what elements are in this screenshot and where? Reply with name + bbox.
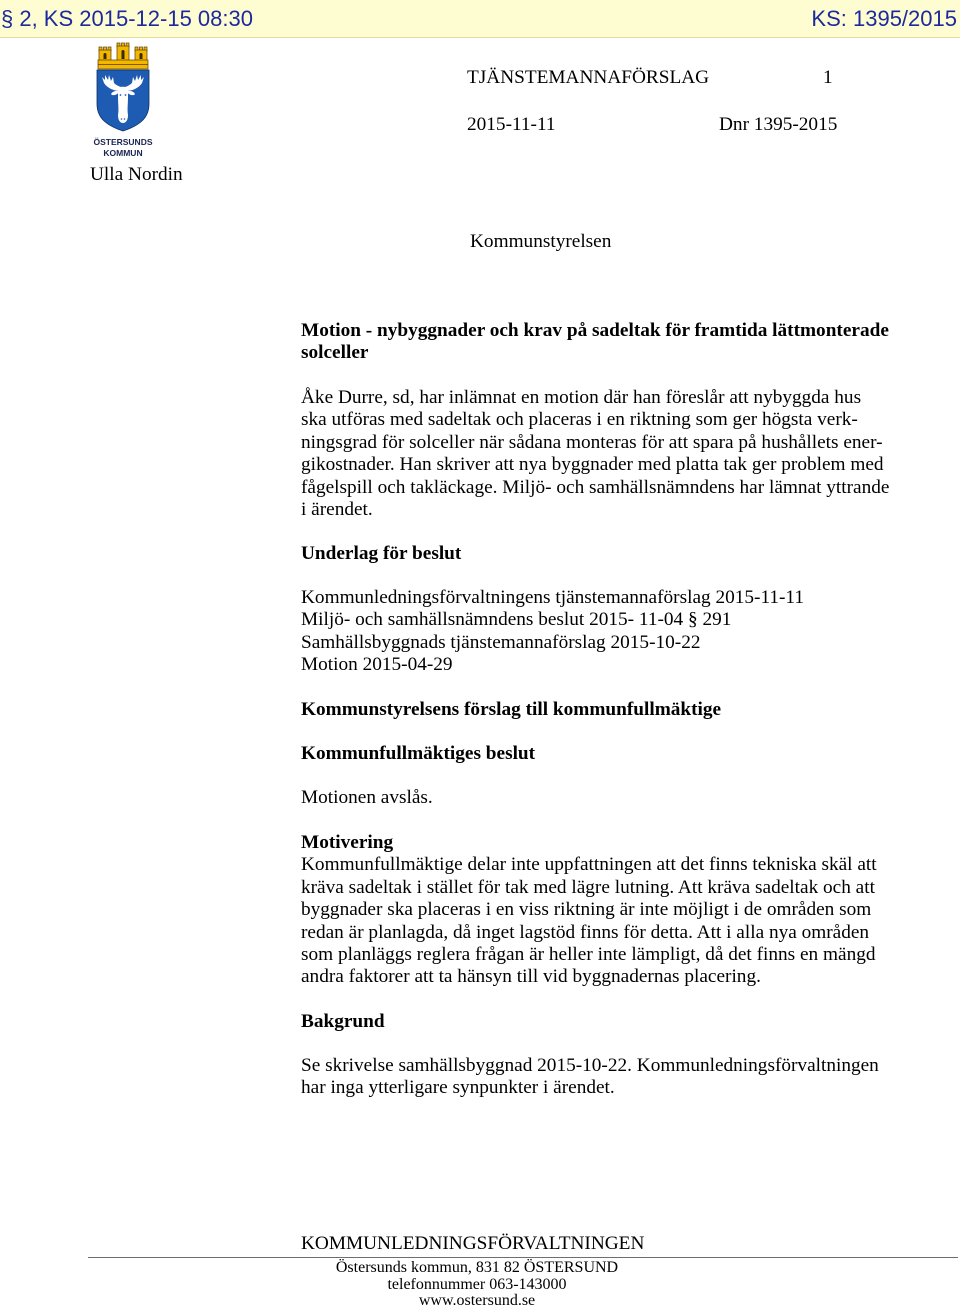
section-heading-motivering: Motivering [301, 832, 394, 853]
footer-department: KOMMUNLEDNINGSFÖRVALTNINGEN [301, 1233, 645, 1254]
banner-meeting-reference: § 2, KS 2015-12-15 08:30 [1, 6, 253, 31]
footer-website: www.ostersund.se [418, 1292, 536, 1309]
paragraph-line: har inga ytterligare synpunkter i ärendet. [301, 1077, 615, 1099]
author-name: Ulla Nordin [90, 164, 183, 185]
list-item: Samhällsbyggnads tjänstemannaförslag 2015-10-22 [301, 631, 701, 653]
document-type: TJÄNSTEMANNAFÖRSLAG [467, 67, 710, 88]
list-item: Motion 2015-04-29 [301, 654, 453, 676]
ostersunds-kommun-logo [93, 42, 153, 160]
motivering-section [301, 832, 877, 989]
diary-number: Dnr 1395-2015 [719, 114, 838, 135]
section-heading-kf-decision: Kommunfullmäktiges beslut [301, 743, 536, 764]
footer-phone: telefonnummer 063-143000 [387, 1275, 567, 1293]
crown-icon [98, 43, 148, 69]
underlag-list [301, 587, 804, 677]
title-line: Motion - nybyggnader och krav på sadeltak för framtida lättmonterade [301, 320, 889, 341]
footer-contact [277, 1260, 677, 1310]
section-heading-underlag: Underlag för beslut [301, 543, 462, 564]
page-number: 1 [823, 67, 833, 88]
intro-paragraph [301, 387, 889, 521]
document-banner [0, 0, 960, 38]
paragraph-line: Kommunfullmäktige delar inte uppfattningen att det finns tekniska skäl att [301, 854, 877, 876]
paragraph-line: gikostnader. Han skriver att nya byggnader med platta tak ger problem med [301, 454, 884, 476]
paragraph-line: byggnader ska placeras i en viss riktning är inte möjligt i de områden som [301, 899, 872, 921]
footer-divider [88, 1257, 958, 1258]
paragraph-line: redan är planlagda, då inget lagstöd finns för detta. Att i alla nya områden [301, 921, 870, 943]
paragraph-line: fågelspill och takläckage. Miljö- och samhällsnämndens har lämnat yttrande [301, 476, 890, 498]
recipient: Kommunstyrelsen [470, 231, 612, 252]
footer-address: Östersunds kommun, 831 82 ÖSTERSUND [335, 1259, 619, 1276]
list-item: Kommunledningsförvaltningens tjänstemannaförslag 2015-11-11 [301, 587, 804, 608]
logo-text-line2: KOMMUN [103, 148, 143, 158]
paragraph-line: kräva sadeltak i stället för tak med lägre lutning. Att kräva sadeltak och att [301, 876, 875, 898]
paragraph-line: ningsgrad för solceller när sådana monteras för att spara på hushållets ener- [301, 431, 883, 453]
document-date: 2015-11-11 [467, 114, 556, 135]
decision-text: Motionen avslås. [301, 787, 433, 808]
paragraph-line: Se skrivelse samhällsbyggnad 2015-10-22. Kommunledningsförvaltningen [301, 1055, 879, 1076]
paragraph-line: som planläggs reglera frågan är heller inte lämpligt, då det finns en mängd [301, 944, 876, 966]
document-title [301, 320, 889, 365]
paragraph-line: andra faktorer att ta hänsyn till vid byggnadernas placering. [301, 966, 761, 988]
paragraph-line: i ärendet. [301, 499, 373, 521]
bakgrund-paragraph [301, 1055, 879, 1100]
logo-text-line1: ÖSTERSUNDS [93, 137, 153, 147]
paragraph-line: Åke Durre, sd, har inlämnat en motion där han föreslår att nybyggda hus [301, 387, 862, 408]
banner-case-number: KS: 1395/2015 [811, 6, 957, 31]
list-item: Miljö- och samhällsnämndens beslut 2015- 11-04 § 291 [301, 609, 732, 631]
section-heading-bakgrund: Bakgrund [301, 1011, 385, 1032]
section-heading-ks-proposal: Kommunstyrelsens förslag till kommunfullmäktige [301, 699, 722, 720]
paragraph-line: ska utföras med sadeltak och placeras i en riktning som ger högsta verk- [301, 409, 858, 431]
title-line: solceller [301, 342, 369, 364]
